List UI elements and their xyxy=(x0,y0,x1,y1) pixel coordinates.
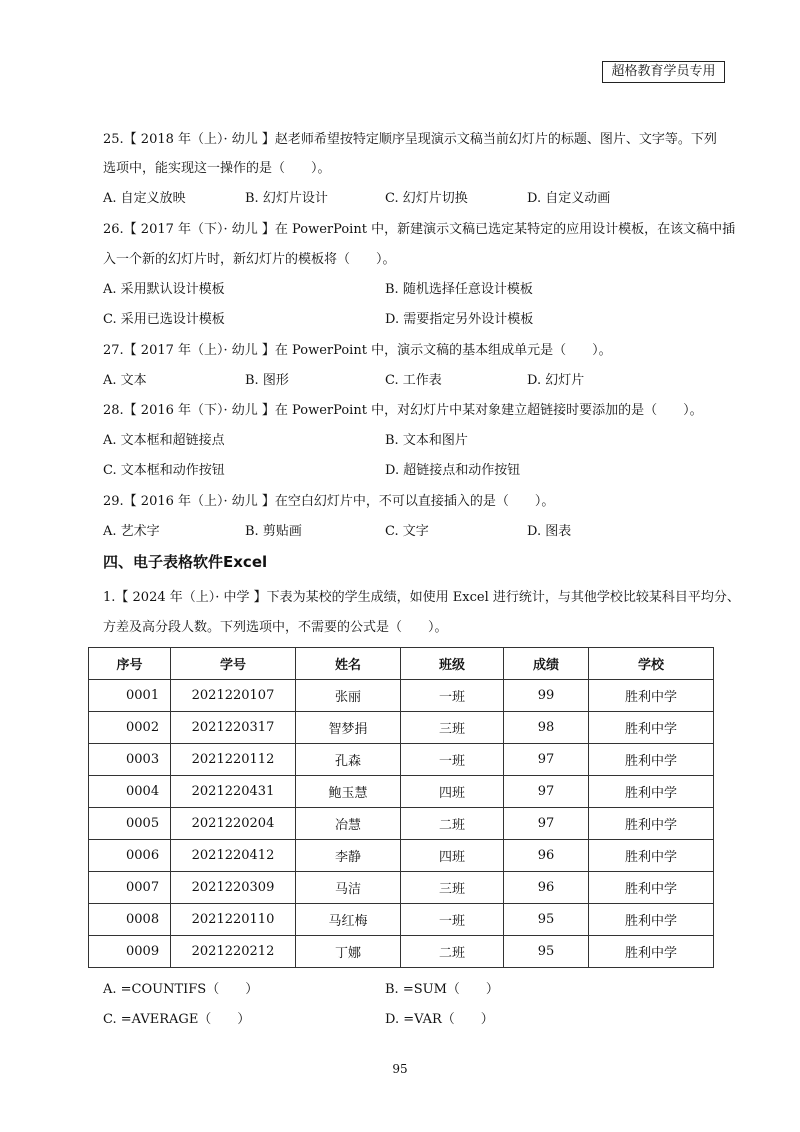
table-cell: 四班 xyxy=(401,840,504,872)
q27-option-a: A. 文本 xyxy=(103,373,147,388)
table-cell: 冶慧 xyxy=(296,808,401,840)
question-1-line-1: 1.【 2024 年（上）· 中学 】下表为某校的学生成绩，如使用 Excel 进行统计，与其他学校比较某科目平均分、 xyxy=(103,590,740,605)
table-cell: 97 xyxy=(504,744,589,776)
question-26-line-1: 26.【 2017 年（下）· 幼儿 】在 PowerPoint 中，新建演示文稿已选定某特定的应用设计模板，在该文稿中插 xyxy=(103,222,736,237)
q25-option-c: C. 幻灯片切换 xyxy=(385,191,468,206)
table-cell: 三班 xyxy=(401,712,504,744)
table-row xyxy=(89,872,714,904)
q26-option-d: D. 需要指定另外设计模板 xyxy=(385,312,534,327)
table-cell: 一班 xyxy=(401,680,504,712)
q29-option-d: D. 图表 xyxy=(527,524,572,539)
header-cell-student-number: 学号 xyxy=(171,648,296,680)
table-cell: 胜利中学 xyxy=(589,840,714,872)
table-cell: 张丽 xyxy=(296,680,401,712)
header-cell-class: 班级 xyxy=(401,648,504,680)
section-title: 四、电子表格软件Excel xyxy=(103,553,268,571)
table-cell: 四班 xyxy=(401,776,504,808)
table-row xyxy=(89,936,714,968)
table-cell: 0003 xyxy=(89,744,171,776)
table-cell: 2021220110 xyxy=(171,904,296,936)
question-25-line-1: 25.【 2018 年（上）· 幼儿 】赵老师希望按特定顺序呈现演示文稿当前幻灯片的标题、图片、文字等。下列 xyxy=(103,132,717,147)
table-row xyxy=(89,840,714,872)
q27-option-d: D. 幻灯片 xyxy=(527,373,585,388)
table-cell: 马红梅 xyxy=(296,904,401,936)
question-28-line-1: 28.【 2016 年（下）· 幼儿 】在 PowerPoint 中，对幻灯片中某对象建立超链接时要添加的是（ ）。 xyxy=(103,403,703,418)
table-cell: 0005 xyxy=(89,808,171,840)
table-cell: 智梦捐 xyxy=(296,712,401,744)
q29-option-b: B. 剪贴画 xyxy=(245,524,302,539)
table-cell: 95 xyxy=(504,936,589,968)
table-cell: 2021220412 xyxy=(171,840,296,872)
table-header-row xyxy=(89,648,714,680)
q29-option-c: C. 文字 xyxy=(385,524,429,539)
table-cell: 胜利中学 xyxy=(589,680,714,712)
question-27-line-1: 27.【 2017 年（上）· 幼儿 】在 PowerPoint 中，演示文稿的基本组成单元是（ ）。 xyxy=(103,343,612,358)
table-cell: 鲍玉慧 xyxy=(296,776,401,808)
q29-option-a: A. 艺术字 xyxy=(103,524,160,539)
table-cell: 一班 xyxy=(401,744,504,776)
table-cell: 三班 xyxy=(401,872,504,904)
table-row xyxy=(89,808,714,840)
page-number: 95 xyxy=(392,1062,408,1076)
table-cell: 95 xyxy=(504,904,589,936)
table-cell: 97 xyxy=(504,808,589,840)
q1-option-c: C. =AVERAGE（ ） xyxy=(103,1012,251,1027)
table-cell: 96 xyxy=(504,872,589,904)
table-cell: 胜利中学 xyxy=(589,744,714,776)
table-cell: 丁娜 xyxy=(296,936,401,968)
table-cell: 孔森 xyxy=(296,744,401,776)
grades-table xyxy=(88,647,714,968)
q27-option-c: C. 工作表 xyxy=(385,373,442,388)
table-cell: 胜利中学 xyxy=(589,712,714,744)
q25-option-b: B. 幻灯片设计 xyxy=(245,191,328,206)
table-cell: 马洁 xyxy=(296,872,401,904)
table-cell: 99 xyxy=(504,680,589,712)
table-cell: 0002 xyxy=(89,712,171,744)
table-cell: 李静 xyxy=(296,840,401,872)
q27-option-b: B. 图形 xyxy=(245,373,289,388)
table-cell: 二班 xyxy=(401,936,504,968)
q25-option-d: D. 自定义动画 xyxy=(527,191,611,206)
header-cell-score: 成绩 xyxy=(504,648,589,680)
header-cell-school: 学校 xyxy=(589,648,714,680)
table-cell: 0007 xyxy=(89,872,171,904)
q28-option-b: B. 文本和图片 xyxy=(385,433,468,448)
q1-option-b: B. =SUM（ ） xyxy=(385,982,499,997)
question-25-line-2: 选项中，能实现这一操作的是（ ）。 xyxy=(103,161,331,176)
table-cell: 二班 xyxy=(401,808,504,840)
table-row xyxy=(89,776,714,808)
table-cell: 胜利中学 xyxy=(589,872,714,904)
table-cell: 0004 xyxy=(89,776,171,808)
table-row xyxy=(89,680,714,712)
table-cell: 98 xyxy=(504,712,589,744)
question-29-line-1: 29.【 2016 年（上）· 幼儿 】在空白幻灯片中，不可以直接插入的是（ ）。 xyxy=(103,494,555,509)
table-cell: 2021220431 xyxy=(171,776,296,808)
header-cell-id: 序号 xyxy=(89,648,171,680)
table-cell: 97 xyxy=(504,776,589,808)
question-1-line-2: 方差及高分段人数。下列选项中，不需要的公式是（ ）。 xyxy=(103,620,448,635)
table-cell: 胜利中学 xyxy=(589,808,714,840)
q25-option-a: A. 自定义放映 xyxy=(103,191,186,206)
q28-option-a: A. 文本框和超链接点 xyxy=(103,433,225,448)
question-26-line-2: 入一个新的幻灯片时，新幻灯片的模板将（ ）。 xyxy=(103,252,396,267)
q1-option-a: A. =COUNTIFS（ ） xyxy=(103,982,259,997)
table-cell: 0001 xyxy=(89,680,171,712)
table-cell: 96 xyxy=(504,840,589,872)
q26-option-b: B. 随机选择任意设计模板 xyxy=(385,282,533,297)
table-cell: 0006 xyxy=(89,840,171,872)
table-cell: 2021220317 xyxy=(171,712,296,744)
table-cell: 2021220212 xyxy=(171,936,296,968)
table-row xyxy=(89,712,714,744)
table-cell: 胜利中学 xyxy=(589,776,714,808)
table-cell: 2021220204 xyxy=(171,808,296,840)
q26-option-c: C. 采用已选设计模板 xyxy=(103,312,225,327)
table-row xyxy=(89,904,714,936)
q26-option-a: A. 采用默认设计模板 xyxy=(103,282,225,297)
table-cell: 胜利中学 xyxy=(589,904,714,936)
header-badge: 超格教育学员专用 xyxy=(602,61,725,83)
table-cell: 2021220107 xyxy=(171,680,296,712)
table-cell: 2021220309 xyxy=(171,872,296,904)
table-cell: 0009 xyxy=(89,936,171,968)
table-cell: 0008 xyxy=(89,904,171,936)
table-row xyxy=(89,744,714,776)
q28-option-d: D. 超链接点和动作按钮 xyxy=(385,463,521,478)
table-cell: 2021220112 xyxy=(171,744,296,776)
q28-option-c: C. 文本框和动作按钮 xyxy=(103,463,225,478)
q1-option-d: D. =VAR（ ） xyxy=(385,1012,494,1027)
table-cell: 胜利中学 xyxy=(589,936,714,968)
header-cell-name: 姓名 xyxy=(296,648,401,680)
table-cell: 一班 xyxy=(401,904,504,936)
